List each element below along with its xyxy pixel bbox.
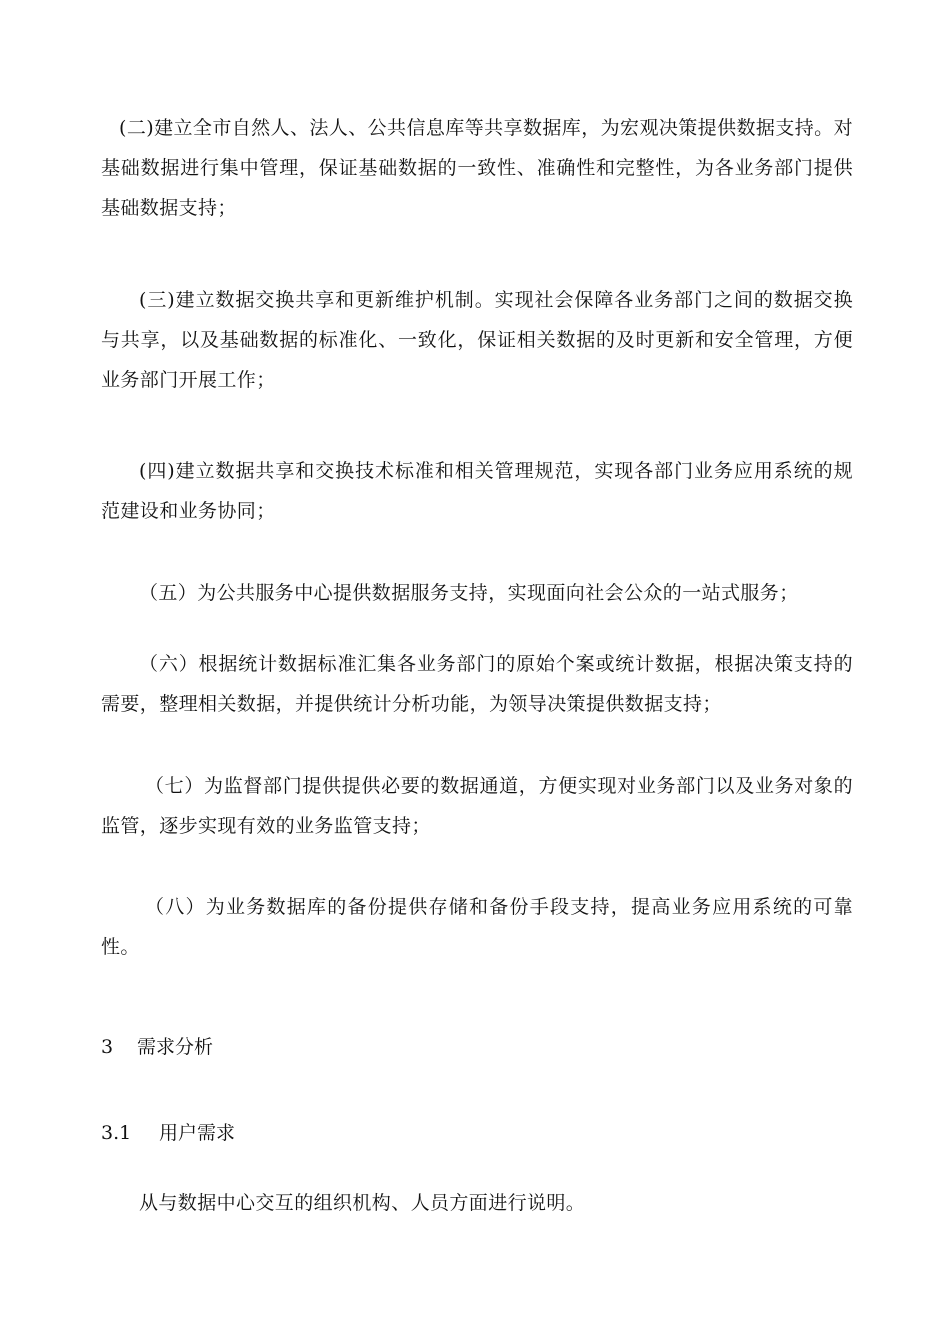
paragraph-item-7: （七）为监督部门提供提供必要的数据通道，方便实现对业务部门以及业务对象的监管，逐步实现有效的业务监管支持； <box>101 775 853 837</box>
body-paragraph: 从与数据中心交互的组织机构、人员方面进行说明。 <box>139 1192 586 1214</box>
section-title: 需求分析 <box>137 1036 214 1058</box>
subsection-number: 3.1 <box>101 1122 132 1144</box>
paragraph-item-5: （五）为公共服务中心提供数据服务支持，实现面向社会公众的一站式服务； <box>139 582 799 604</box>
paragraph-item-3: (三)建立数据交换共享和更新维护机制。实现社会保障各业务部门之间的数据交换与共享，以及基础数据的标准化、一致化，保证相关数据的及时更新和安全管理，方便业务部门开展工作； <box>101 289 853 391</box>
section-heading-3 <box>101 1032 213 1062</box>
paragraph-item-4: (四)建立数据共享和交换技术标准和相关管理规范，实现各部门业务应用系统的规范建设和业务协同； <box>101 460 853 522</box>
section-number: 3 <box>101 1036 114 1058</box>
paragraph-item-6: （六）根据统计数据标准汇集各业务部门的原始个案或统计数据，根据决策支持的需要，整理相关数据，并提供统计分析功能，为领导决策提供数据支持； <box>101 653 853 715</box>
subsection-heading-3-1 <box>101 1118 235 1148</box>
subsection-title: 用户需求 <box>159 1122 236 1144</box>
paragraph-item-2: (二)建立全市自然人、法人、公共信息库等共享数据库，为宏观决策提供数据支持。对基础数据进行集中管理，保证基础数据的一致性、准确性和完整性，为各业务部门提供基础数据支持； <box>101 117 853 219</box>
paragraph-item-8: （八）为业务数据库的备份提供存储和备份手段支持，提高业务应用系统的可靠性。 <box>101 896 853 958</box>
